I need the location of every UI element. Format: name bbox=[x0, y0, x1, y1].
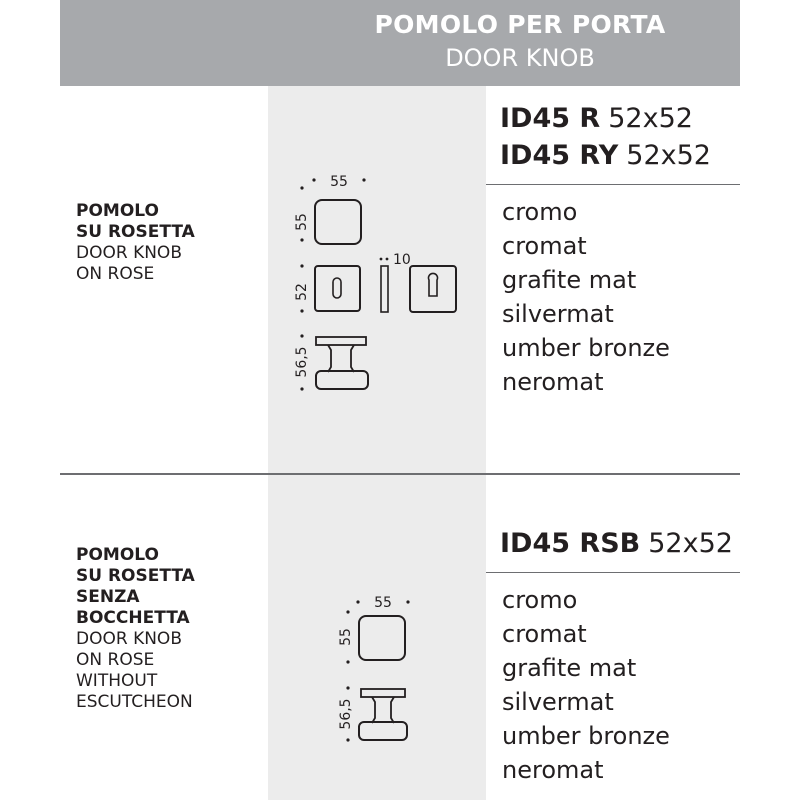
product-size: 52x52 bbox=[608, 103, 693, 134]
product-size: 52x52 bbox=[626, 140, 711, 171]
dim-rose: 52 bbox=[294, 283, 310, 301]
finish-item: umber bronze bbox=[502, 722, 670, 750]
dim-width: 55 bbox=[330, 174, 348, 190]
label-line: ESCUTCHEON bbox=[76, 692, 193, 712]
finish-item: cromo bbox=[502, 198, 578, 226]
finish-item: cromat bbox=[502, 620, 587, 648]
dim-height: 55 bbox=[338, 628, 354, 646]
section-divider bbox=[60, 473, 740, 475]
label-line: BOCCHETTA bbox=[76, 608, 190, 628]
label-line: SU ROSETTA bbox=[76, 566, 195, 586]
rose-side-profile bbox=[381, 266, 388, 312]
section-1-drawing bbox=[268, 160, 486, 400]
section-2-drawing bbox=[268, 585, 486, 755]
dim-projection: 56,5 bbox=[294, 346, 310, 378]
finish-item: cromo bbox=[502, 586, 578, 614]
product-code: ID45 RSB bbox=[500, 528, 641, 559]
finish-item: neromat bbox=[502, 756, 604, 784]
dim-thickness: 10 bbox=[393, 252, 411, 268]
product-size: 52x52 bbox=[648, 528, 733, 559]
knob-side-view bbox=[359, 689, 407, 740]
knob-top-view bbox=[359, 616, 405, 660]
knob-side-view bbox=[316, 337, 368, 389]
code-divider bbox=[486, 572, 740, 573]
rose-keyhole bbox=[315, 266, 360, 311]
page-subtitle: DOOR KNOB bbox=[445, 44, 595, 72]
product-code-row bbox=[500, 102, 693, 136]
label-line: WITHOUT bbox=[76, 671, 158, 691]
finish-item: grafite mat bbox=[502, 266, 637, 294]
section-2-label bbox=[76, 545, 195, 713]
section-1-label bbox=[76, 201, 195, 285]
finish-item: grafite mat bbox=[502, 654, 637, 682]
label-line: SENZA bbox=[76, 587, 140, 607]
label-line: ON ROSE bbox=[76, 650, 155, 670]
product-code: ID45 RY bbox=[500, 140, 619, 171]
label-line: ON ROSE bbox=[76, 264, 155, 284]
page-title: POMOLO PER PORTA bbox=[374, 10, 666, 39]
dim-projection: 56,5 bbox=[338, 698, 354, 730]
label-line: POMOLO bbox=[76, 545, 159, 565]
finish-list bbox=[502, 583, 670, 787]
finish-item: neromat bbox=[502, 368, 604, 396]
rose-cylinder bbox=[410, 266, 456, 312]
product-code: ID45 R bbox=[500, 103, 601, 134]
finish-item: umber bronze bbox=[502, 334, 670, 362]
dim-height: 55 bbox=[294, 213, 310, 231]
label-line: SU ROSETTA bbox=[76, 222, 195, 242]
dim-width: 55 bbox=[374, 595, 392, 611]
label-line: DOOR KNOB bbox=[76, 243, 182, 263]
knob-top-view bbox=[315, 200, 361, 244]
label-line: DOOR KNOB bbox=[76, 629, 182, 649]
label-line: POMOLO bbox=[76, 201, 159, 221]
finish-item: cromat bbox=[502, 232, 587, 260]
product-code-row bbox=[500, 139, 711, 173]
product-code-row bbox=[500, 527, 733, 561]
finish-item: silvermat bbox=[502, 688, 614, 716]
code-divider bbox=[486, 184, 740, 185]
finish-list bbox=[502, 195, 670, 399]
finish-item: silvermat bbox=[502, 300, 614, 328]
